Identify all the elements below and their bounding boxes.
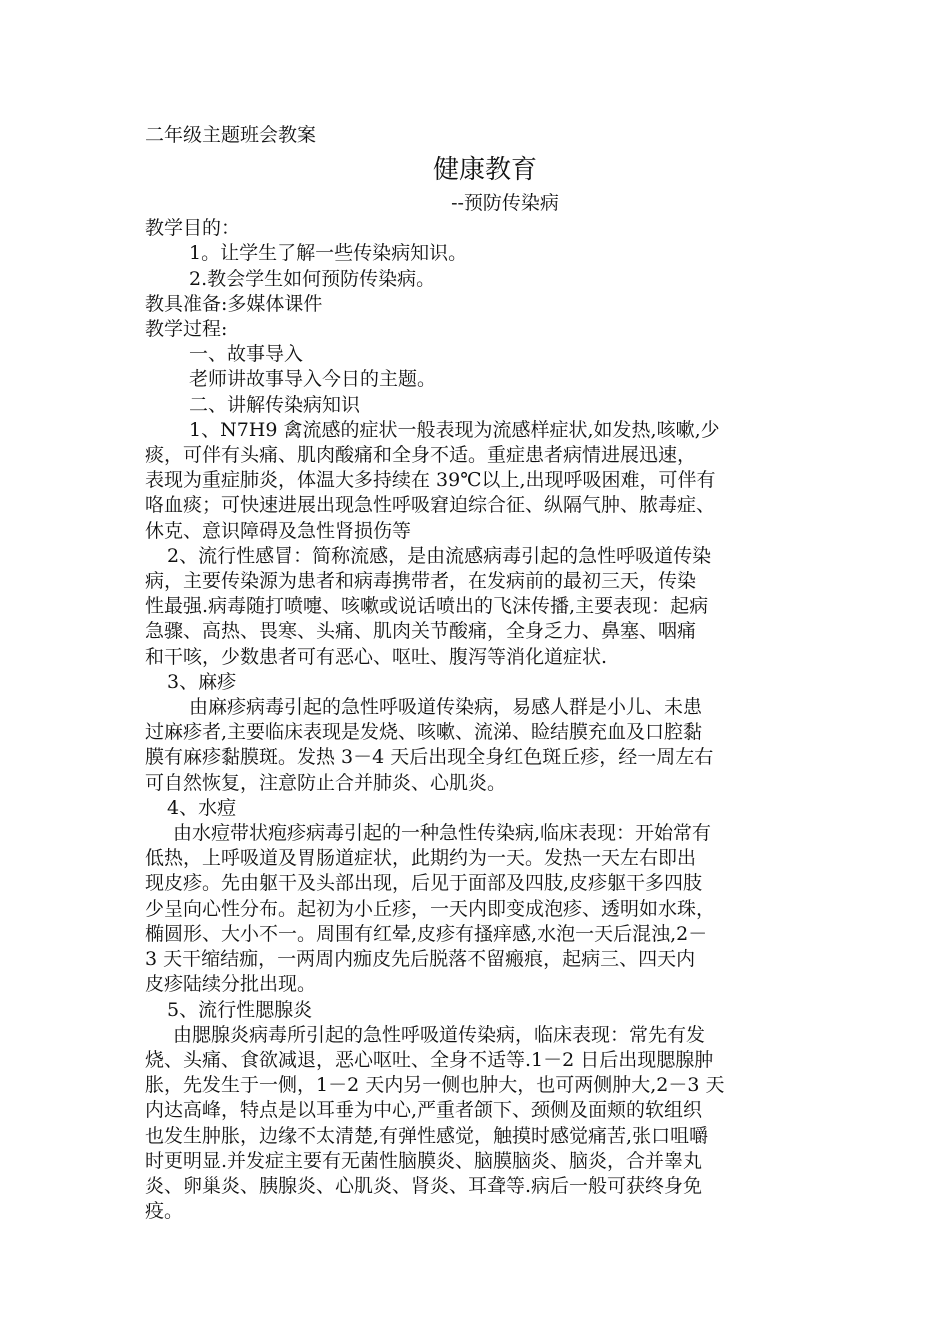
paragraph-line: 过麻疹者,主要临床表现是发烧、咳嗽、流涕、睑结膜充血及口腔黏 <box>145 721 703 744</box>
process-heading: 教学过程: <box>145 318 228 341</box>
paragraph-line: 疫。 <box>145 1200 184 1223</box>
paragraph-line: 痰，可伴有头痛、肌肉酸痛和全身不适。重症患者病情进展迅速， <box>145 444 697 467</box>
tools-line: 教具准备:多媒体课件 <box>145 292 323 315</box>
section-chickenpox-heading: 4、水痘 <box>167 796 237 819</box>
paragraph-influenza <box>145 544 825 670</box>
doc-header: 二年级主题班会教案 <box>145 124 317 146</box>
section-measles-heading: 3、麻疹 <box>167 670 237 693</box>
step-2-heading: 二、讲解传染病知识 <box>189 393 361 416</box>
paragraph-line: 病，主要传染源为患者和病毒携带者，在发病前的最初三天，传染 <box>145 570 697 593</box>
paragraph-h7n9 <box>145 418 825 544</box>
paragraph-mumps <box>145 1023 825 1225</box>
paragraph-line: 膜有麻疹黏膜斑。发热 3－4 天后出现全身红色斑丘疹，经一周左右 <box>145 746 714 769</box>
step-1-heading: 一、故事导入 <box>189 343 304 366</box>
paragraph-line: 可自然恢复，注意防止合并肺炎、心肌炎。 <box>145 771 507 794</box>
paragraph-line: 急骤、高热、畏寒、头痛、肌肉关节酸痛，全身乏力、鼻塞、咽痛 <box>145 620 697 643</box>
paragraph-line: 休克、意识障碍及急性肾损伤等 <box>145 519 412 542</box>
paragraph-line: 时更明显.并发症主要有无菌性脑膜炎、脑膜脑炎、脑炎，合并睾丸 <box>145 1149 703 1172</box>
paragraph-line: 低热，上呼吸道及胃肠道症状，此期约为一天。发热一天左右即出 <box>145 847 697 870</box>
paragraph-line: 由水痘带状疱疹病毒引起的一种急性传染病,临床表现：开始常有 <box>173 822 712 845</box>
paragraph-line: 胀，先发生于一侧，1－2 天内另一侧也肿大，也可两侧肿大,2－3 天 <box>145 1074 725 1097</box>
paragraph-line: 炎、卵巢炎、胰腺炎、心肌炎、肾炎、耳聋等.病后一般可获终身免 <box>145 1174 703 1197</box>
goal-item-1: 1。让学生了解一些传染病知识。 <box>189 242 468 265</box>
paragraph-line: 少呈向心性分布。起初为小丘疹，一天内即变成泡疹、透明如水珠， <box>145 897 716 920</box>
doc-subtitle: --预防传染病 <box>451 192 559 215</box>
paragraph-line: 咯血痰；可快速进展出现急性呼吸窘迫综合征、纵隔气肿、脓毒症、 <box>145 494 716 517</box>
doc-title: 健康教育 <box>432 155 537 186</box>
paragraph-line: 内达高峰，特点是以耳垂为中心,严重者颌下、颈侧及面颊的软组织 <box>145 1099 703 1122</box>
paragraph-line: 性最强.病毒随打喷嚏、咳嗽或说话喷出的飞沫传播,主要表现：起病 <box>145 595 709 618</box>
paragraph-line: 皮疹陆续分批出现。 <box>145 973 317 996</box>
paragraph-line: 椭圆形、大小不一。周围有红晕,皮疹有搔痒感,水泡一天后混浊,2－ <box>145 922 708 945</box>
goal-item-2: 2.教会学生如何预防传染病。 <box>189 267 436 290</box>
paragraph-line: 表现为重症肺炎，体温大多持续在 39℃以上,出现呼吸困难，可伴有 <box>145 469 716 492</box>
paragraph-line: 由腮腺炎病毒所引起的急性呼吸道传染病，临床表现：常先有发 <box>173 1023 706 1046</box>
paragraph-line: 现皮疹。先由躯干及头部出现，后见于面部及四肢,皮疹躯干多四肢 <box>145 872 703 895</box>
paragraph-measles <box>145 695 825 796</box>
paragraph-line: 和干咳，少数患者可有恶心、呕吐、腹泻等消化道症状. <box>145 645 608 668</box>
paragraph-line: 也发生肿胀，边缘不太清楚,有弹性感觉，触摸时感觉痛苦,张口咀嚼 <box>145 1124 709 1147</box>
paragraph-line: 2、流行性感冒：简称流感，是由流感病毒引起的急性呼吸道传染 <box>167 544 712 567</box>
paragraph-chickenpox <box>145 821 825 997</box>
document-page <box>145 123 825 1224</box>
section-mumps-heading: 5、流行性腮腺炎 <box>167 998 313 1021</box>
step-1-text: 老师讲故事导入今日的主题。 <box>189 368 437 391</box>
paragraph-line: 由麻疹病毒引起的急性呼吸道传染病，易感人群是小儿、未患 <box>189 696 703 719</box>
paragraph-line: 1、N7H9 禽流感的症状一般表现为流感样症状,如发热,咳嗽,少 <box>189 418 720 441</box>
paragraph-line: 3 天干缩结痂，一两周内痂皮先后脱落不留瘢痕，起病三、四天内 <box>145 948 696 971</box>
goal-heading: 教学目的： <box>145 217 241 240</box>
paragraph-line: 烧、头痛、食欲减退，恶心呕吐、全身不适等.1－2 日后出现腮腺肿 <box>145 1048 714 1071</box>
